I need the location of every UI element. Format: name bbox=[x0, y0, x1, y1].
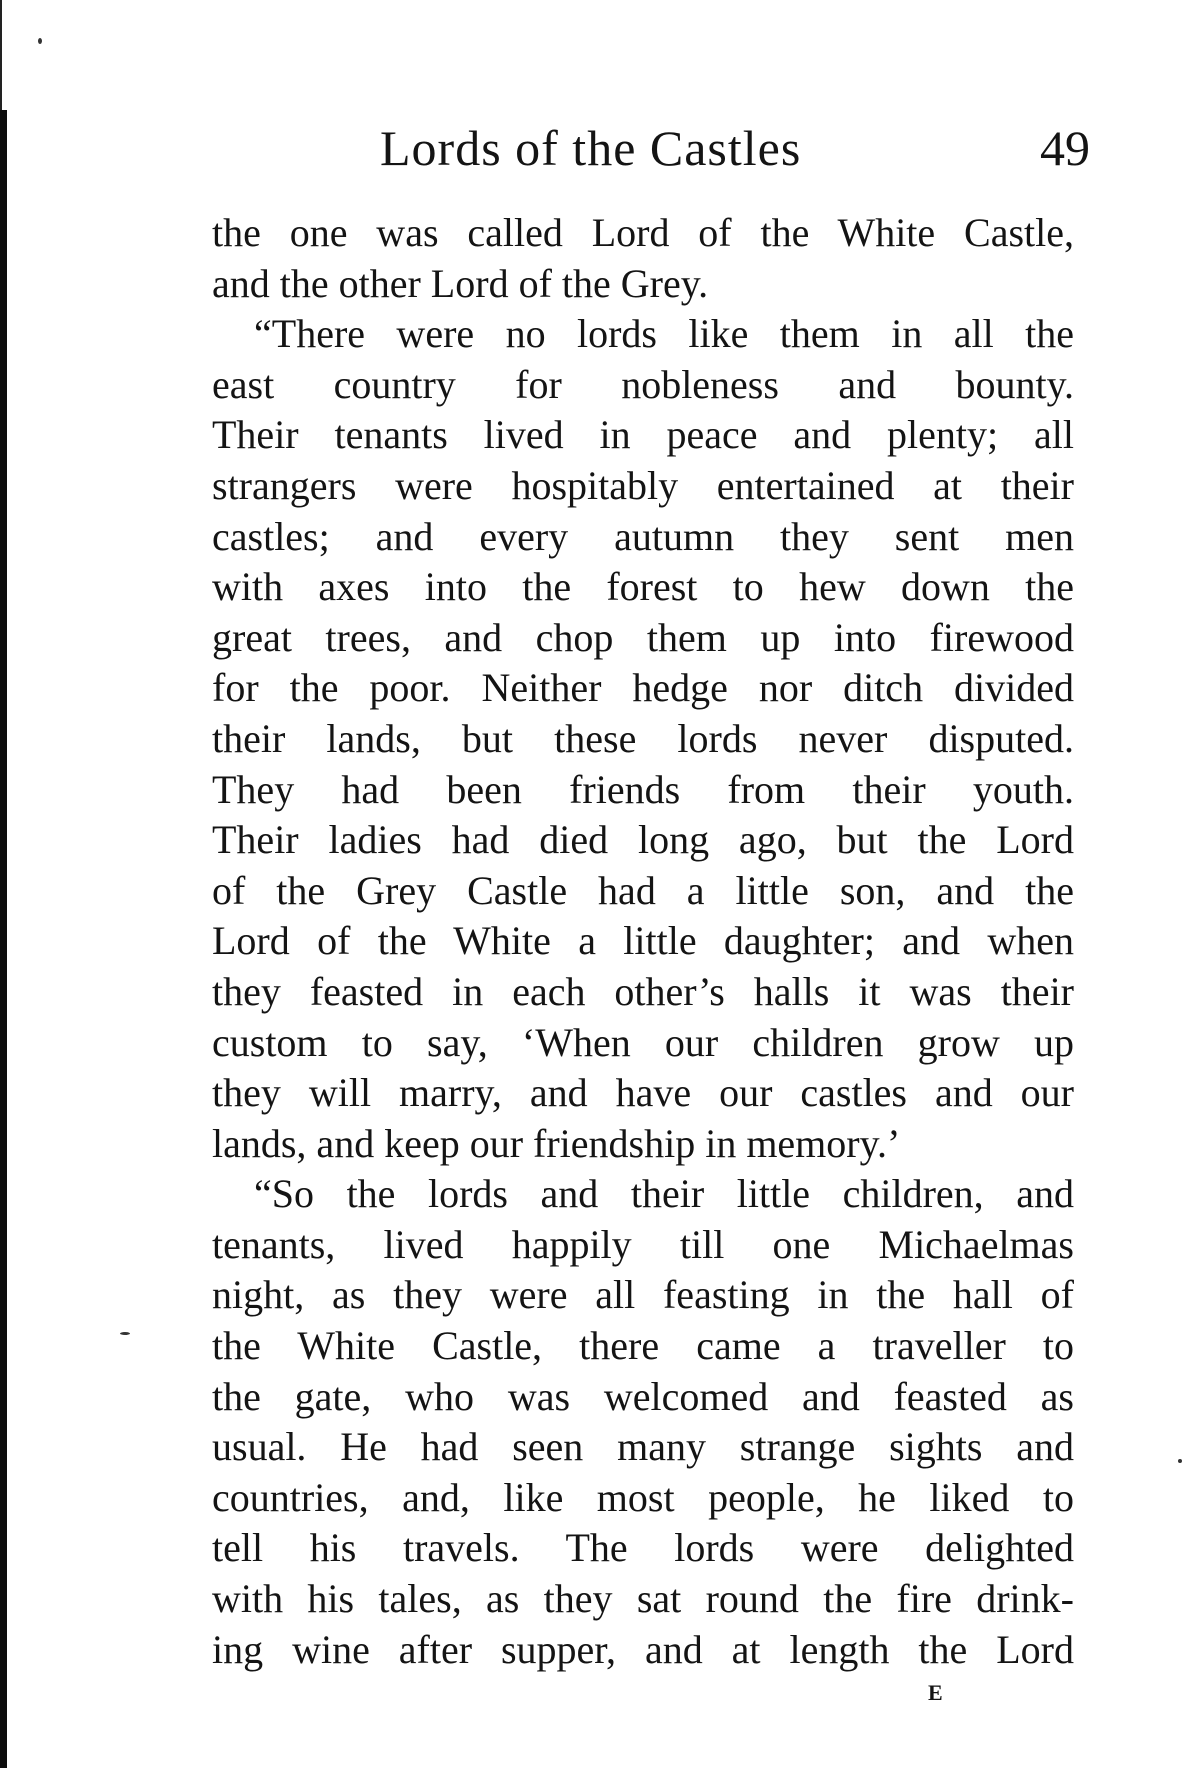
text-line: They had been friends from their youth. bbox=[212, 766, 1074, 812]
text-line: tell his travels. The lords were delighted bbox=[212, 1525, 1074, 1571]
text-line: strangers were hospitably entertained at their bbox=[212, 462, 1074, 508]
text-line: their lands, but these lords never disputed. bbox=[212, 715, 1074, 761]
text-line: for the poor. Neither hedge nor ditch divided bbox=[212, 665, 1074, 711]
text-line: castles; and every autumn they sent men bbox=[212, 513, 1074, 559]
text-line: of the Grey Castle had a little son, and the bbox=[212, 867, 1074, 913]
text-line: “So the lords and their little children, and bbox=[254, 1171, 1074, 1217]
text-line: Their ladies had died long ago, but the Lord bbox=[212, 817, 1074, 863]
text-line: usual. He had seen many strange sights and bbox=[212, 1424, 1074, 1470]
text-line: they feasted in each other’s halls it was their bbox=[212, 968, 1074, 1014]
text-line: they will marry, and have our castles and our bbox=[212, 1070, 1074, 1116]
text-line: “There were no lords like them in all the bbox=[254, 311, 1074, 357]
text-line: tenants, lived happily till one Michaelmas bbox=[212, 1221, 1074, 1267]
binding-edge-top bbox=[0, 0, 2, 110]
body-text bbox=[212, 208, 1074, 1675]
text-line: lands, and keep our friendship in memory.’ bbox=[212, 1120, 901, 1166]
scan-speck bbox=[120, 1332, 130, 1335]
running-title: Lords of the Castles bbox=[380, 120, 802, 176]
text-line: ing wine after supper, and at length the Lord bbox=[212, 1626, 1074, 1672]
text-line: Lord of the White a little daughter; and when bbox=[212, 918, 1074, 964]
text-line: the one was called Lord of the White Castle, bbox=[212, 210, 1074, 255]
text-line: and the other Lord of the Grey. bbox=[212, 260, 709, 306]
text-line: the White Castle, there came a traveller to bbox=[212, 1323, 1074, 1369]
page-number: 49 bbox=[1040, 120, 1090, 176]
text-line: with his tales, as they sat round the fire drink- bbox=[212, 1576, 1074, 1622]
scan-speck bbox=[38, 38, 42, 44]
text-line: east country for nobleness and bounty. bbox=[212, 361, 1074, 407]
page-header bbox=[380, 108, 1090, 188]
binding-edge bbox=[0, 110, 7, 1768]
text-line: Their tenants lived in peace and plenty; all bbox=[212, 412, 1074, 458]
scan-speck bbox=[1178, 1459, 1182, 1463]
text-line: the gate, who was welcomed and feasted as bbox=[212, 1373, 1074, 1419]
text-line: night, as they were all feasting in the hall of bbox=[212, 1272, 1074, 1318]
signature-mark: E bbox=[928, 1680, 944, 1705]
text-line: great trees, and chop them up into firewood bbox=[212, 614, 1074, 660]
text-line: with axes into the forest to hew down the bbox=[212, 564, 1074, 610]
text-line: countries, and, like most people, he liked to bbox=[212, 1474, 1074, 1520]
text-line: custom to say, ‘When our children grow up bbox=[212, 1019, 1074, 1065]
